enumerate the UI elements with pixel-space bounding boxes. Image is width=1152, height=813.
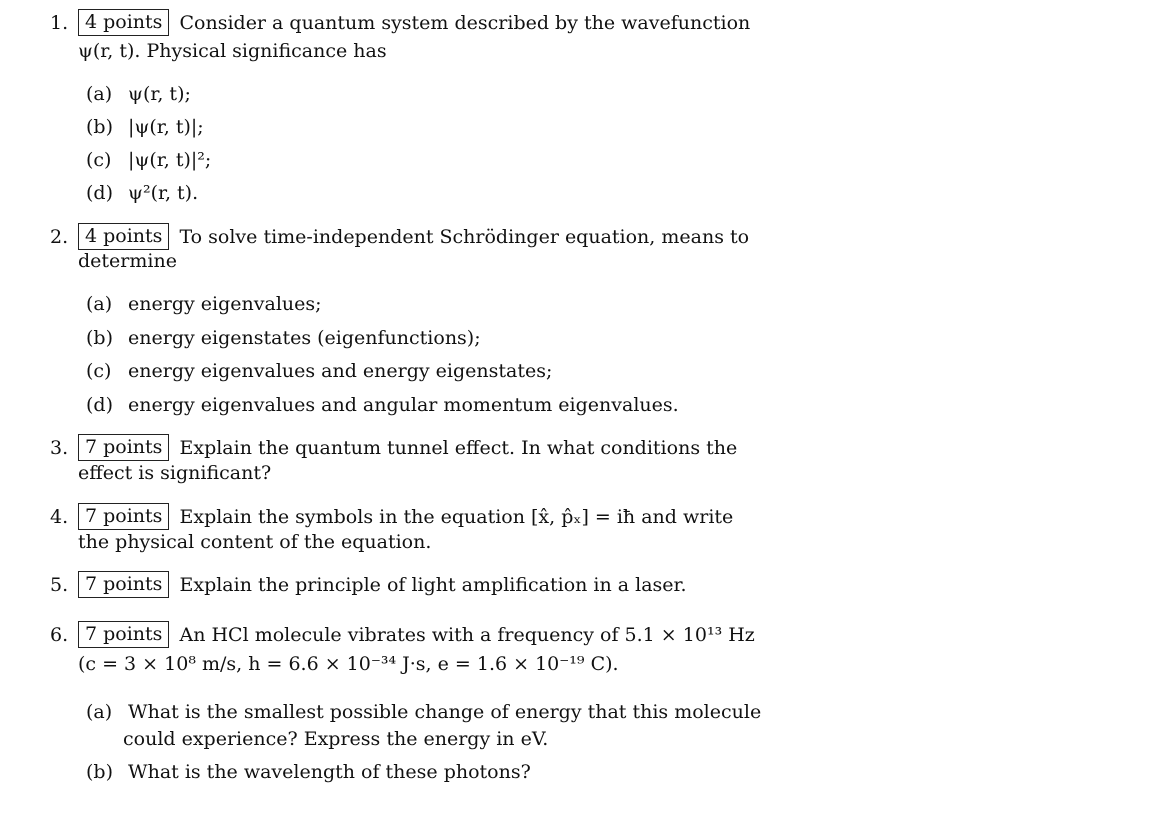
option-c: [86, 360, 552, 382]
question-text: Consider a quantum system described by the wavefunction: [179, 12, 751, 34]
question-text: Explain the symbols in the equation [x̂, p̂ₓ] = iħ and write: [179, 506, 734, 528]
option-c: [86, 149, 211, 171]
question-number: 1.: [50, 12, 69, 34]
question-text: Explain the quantum tunnel effect. In what conditions the: [179, 437, 738, 459]
question-number: 3.: [50, 437, 69, 459]
question-text-continued: (c = 3 × 10⁸ m/s, h = 6.6 × 10⁻³⁴ J·s, e = 1.6 × 10⁻¹⁹ C).: [78, 653, 619, 675]
question-text-continued: determine: [78, 250, 177, 272]
option-label: (c): [86, 149, 112, 171]
option-text: What is the smallest possible change of energy that this molecule: [128, 701, 762, 723]
option-label: (a): [86, 701, 113, 723]
option-label: (b): [86, 116, 113, 138]
option-text: What is the wavelength of these photons?: [128, 761, 531, 783]
option-text: ψ²(r, t).: [128, 182, 199, 204]
question-number: 6.: [50, 624, 69, 646]
option-text: energy eigenvalues and energy eigenstates;: [128, 360, 553, 382]
question-text: Explain the principle of light amplification in a laser.: [179, 574, 687, 596]
option-b: [86, 761, 531, 783]
option-label: (b): [86, 327, 113, 349]
option-b: [86, 116, 204, 138]
option-d: [86, 394, 679, 416]
option-text: energy eigenvalues;: [128, 293, 322, 315]
option-a: [86, 83, 191, 105]
points-box: 7 points: [78, 434, 169, 461]
option-a-continued: could experience? Express the energy in eV.: [123, 728, 549, 750]
option-label: (c): [86, 360, 112, 382]
option-label: (d): [86, 394, 113, 416]
points-box: 4 points: [78, 9, 169, 36]
points-box: 4 points: [78, 223, 169, 250]
points-box: 7 points: [78, 503, 169, 530]
option-text: |ψ(r, t)|;: [128, 116, 204, 138]
option-label: (d): [86, 182, 113, 204]
option-label: (a): [86, 293, 113, 315]
question-text-continued: ψ(r, t). Physical significance has: [78, 40, 387, 62]
question-text: To solve time-independent Schrödinger equation, means to: [179, 226, 750, 248]
question-number: 5.: [50, 574, 69, 596]
option-b: [86, 327, 481, 349]
question-number: 2.: [50, 226, 69, 248]
option-label: (b): [86, 761, 113, 783]
points-box: 7 points: [78, 571, 169, 598]
option-d: [86, 182, 198, 204]
question-text-continued: the physical content of the equation.: [78, 531, 432, 553]
option-text: ψ(r, t);: [128, 83, 191, 105]
question-text-continued: effect is significant?: [78, 462, 272, 484]
option-text: energy eigenstates (eigenfunctions);: [128, 327, 481, 349]
option-label: (a): [86, 83, 113, 105]
option-a: [86, 701, 761, 723]
option-text: energy eigenvalues and angular momentum eigenvalues.: [128, 394, 679, 416]
option-a: [86, 293, 322, 315]
question-number: 4.: [50, 506, 69, 528]
option-text: |ψ(r, t)|²;: [128, 149, 212, 171]
question-text: An HCl molecule vibrates with a frequency of 5.1 × 10¹³ Hz: [179, 624, 755, 646]
points-box: 7 points: [78, 621, 169, 648]
